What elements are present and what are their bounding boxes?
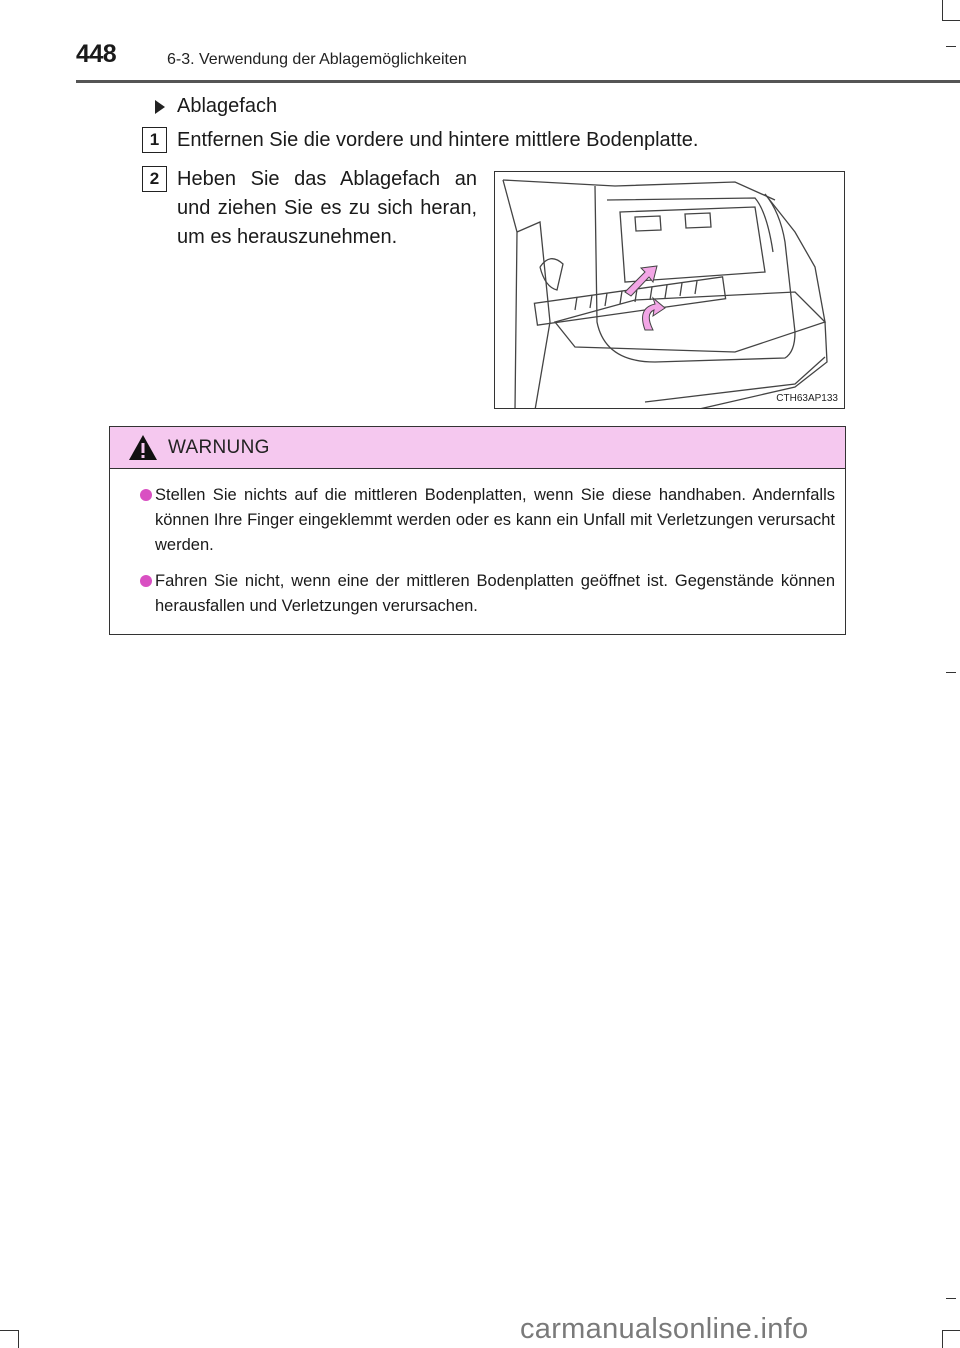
seat-headrest <box>635 213 711 231</box>
watermark: carmanualsonline.info <box>520 1313 809 1345</box>
subheading-text: Ablagefach <box>177 95 278 117</box>
warning-header <box>110 427 845 469</box>
pull-arrow <box>643 298 665 330</box>
warning-item-text: Fahren Sie nicht, wenn eine der mittleren Bodenplatten geöffnet ist. Gegenstände können herausfallen und Verletzungen verursachen. <box>155 572 835 615</box>
crop-mark <box>942 1330 960 1331</box>
step-text-1: Entfernen Sie die vordere und hintere mittlere Bodenplatte. <box>177 129 699 151</box>
cargo-area-drawing <box>495 172 845 409</box>
cargo-floor <box>555 292 825 352</box>
crop-mark <box>946 46 956 47</box>
rear-seat-back <box>620 207 765 282</box>
step-number-2: 2 <box>142 166 167 192</box>
crop-mark <box>946 672 956 673</box>
crop-mark <box>942 1330 943 1348</box>
bullet-dot-icon <box>140 575 152 587</box>
subheading <box>155 95 277 118</box>
step-number-1: 1 <box>142 127 167 153</box>
step-text-2: Heben Sie das Ablagefach an und ziehen Sie es zu sich heran, um es herauszunehmen. <box>177 168 477 248</box>
crop-mark <box>946 1298 956 1299</box>
section-title: 6-3. Verwendung der Ablagemöglichkeiten <box>167 51 467 68</box>
warning-item-text: Stellen Sie nichts auf die mittleren Bodenplatten, wenn Sie diese handhaben. Andernfalls können Ihre Finger eingeklemmt werden oder es kann ein Unfall mit Verletzungen verursacht werden. <box>155 486 835 554</box>
cargo-area-illustration <box>494 171 845 409</box>
warning-item <box>140 569 835 619</box>
car-left-pillar <box>503 180 517 409</box>
lift-arrow <box>625 266 657 296</box>
warning-list <box>110 469 845 619</box>
car-roof-line <box>503 180 775 200</box>
warning-triangle-icon <box>128 434 158 461</box>
warning-title: WARNUNG <box>168 436 270 458</box>
car-left-body <box>517 222 550 409</box>
crop-mark <box>942 0 943 20</box>
car-right-body <box>695 194 827 409</box>
bullet-dot-icon <box>140 489 152 501</box>
triangle-bullet-icon <box>155 100 165 114</box>
warning-box <box>109 426 846 635</box>
warning-item <box>140 483 835 558</box>
figure-code: CTH63AP133 <box>776 393 838 404</box>
crop-mark <box>18 1330 19 1348</box>
page-number: 448 <box>76 40 117 68</box>
header-rule <box>76 80 960 83</box>
door-handle <box>540 259 563 290</box>
crop-mark <box>0 1330 18 1331</box>
crop-mark <box>942 20 960 21</box>
rear-window-edge <box>607 198 773 252</box>
